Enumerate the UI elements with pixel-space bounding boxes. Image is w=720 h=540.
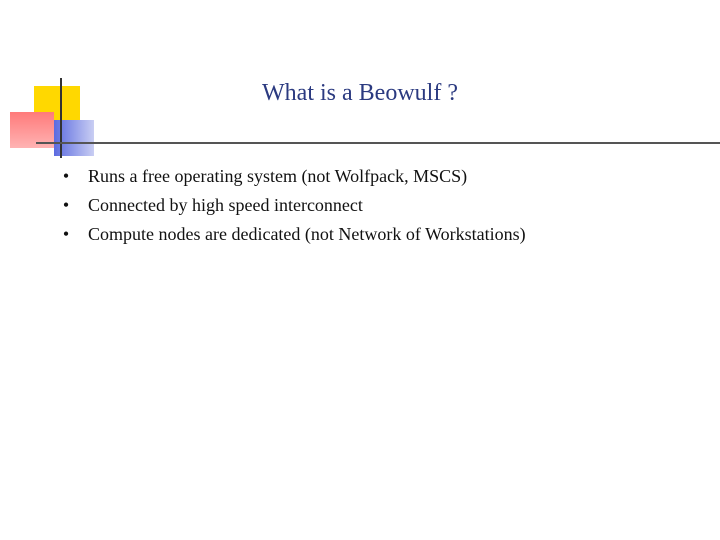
bullet-item [56, 220, 696, 249]
bullet-item [56, 162, 696, 191]
slide-title: What is a Beowulf ? [262, 80, 458, 106]
bullet-marker: • [62, 224, 70, 244]
bullet-list [56, 162, 696, 249]
decorative-vertical-line [60, 78, 62, 158]
bullet-marker: • [62, 195, 70, 215]
bullet-item [56, 191, 696, 220]
title-divider-line [36, 142, 720, 144]
bullet-text: Compute nodes are dedicated (not Network of Workstations) [88, 224, 526, 244]
bullet-text: Runs a free operating system (not Wolfpack, MSCS) [88, 166, 468, 186]
bullet-marker: • [62, 166, 70, 186]
bullet-text: Connected by high speed interconnect [88, 195, 363, 215]
